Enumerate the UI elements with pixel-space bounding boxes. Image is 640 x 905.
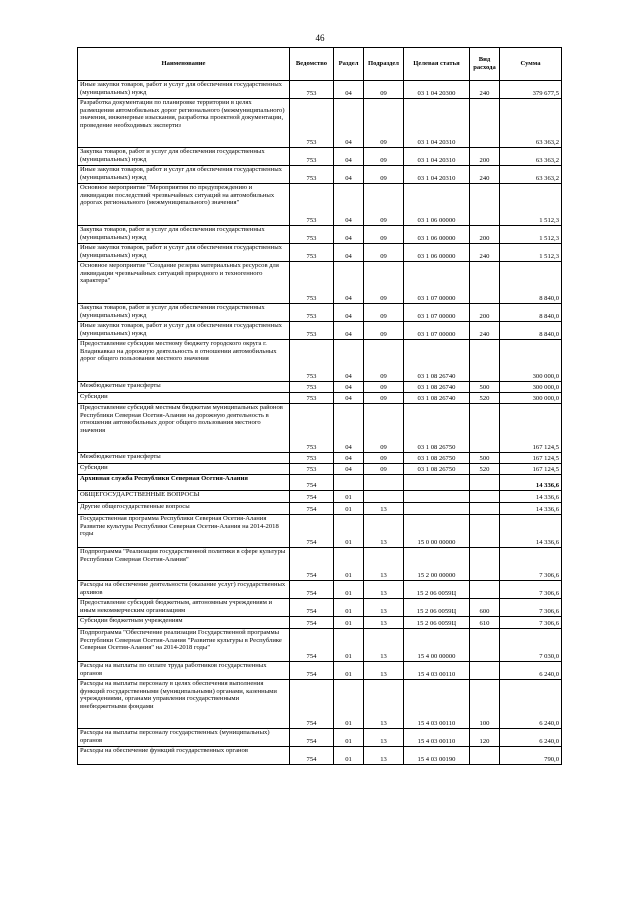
row-department: 754 xyxy=(290,747,334,765)
row-name: Архивная служба Республики Северная Осетия-Алания xyxy=(78,475,290,491)
row-subsection: 13 xyxy=(364,548,404,581)
table-row xyxy=(78,680,562,729)
row-expense-type xyxy=(470,662,500,680)
row-name: Иные закупки товаров, работ и услуг для обеспечения государственных (муниципальных) нужд xyxy=(78,244,290,262)
row-expense-type xyxy=(470,747,500,765)
row-amount: 7 306,6 xyxy=(500,599,562,617)
row-subsection xyxy=(364,475,404,491)
row-subsection: 09 xyxy=(364,322,404,340)
row-name: Основное мероприятие "Создание резерва материальных ресурсов для ликвидации чрезвычайных ситуаций природного и техногенного характера" xyxy=(78,262,290,304)
row-expense-type xyxy=(470,515,500,548)
row-subsection: 09 xyxy=(364,148,404,166)
table-header-row xyxy=(78,48,562,81)
row-subsection: 09 xyxy=(364,244,404,262)
row-section: 01 xyxy=(334,581,364,599)
row-section: 04 xyxy=(334,382,364,393)
row-amount: 790,0 xyxy=(500,747,562,765)
row-expense-type: 610 xyxy=(470,617,500,629)
row-section: 04 xyxy=(334,244,364,262)
row-department: 753 xyxy=(290,393,334,404)
row-amount: 6 240,0 xyxy=(500,662,562,680)
row-section: 04 xyxy=(334,322,364,340)
row-amount: 7 030,0 xyxy=(500,629,562,662)
row-expense-type xyxy=(470,581,500,599)
row-department: 754 xyxy=(290,503,334,515)
row-name: Государственная программа Республики Северная Осетия-Алания Развитие культуры Республики Северная Осетия-Алания на 2014-2018 годы xyxy=(78,515,290,548)
row-section: 04 xyxy=(334,453,364,464)
row-subsection: 09 xyxy=(364,166,404,184)
row-amount: 6 240,0 xyxy=(500,680,562,729)
row-section: 04 xyxy=(334,340,364,382)
row-department: 754 xyxy=(290,729,334,747)
table-row xyxy=(78,99,562,148)
row-amount: 1 512,3 xyxy=(500,184,562,226)
row-name: Подпрограмма "Обеспечение реализации Государственной программы Республики Северная Осетия-Алания "Развитие культуры в Республике Северная Осетия-Алания" на 2014-2018 годы" xyxy=(78,629,290,662)
row-target: 15 4 00 00000 xyxy=(404,629,470,662)
row-department: 753 xyxy=(290,404,334,453)
row-department: 754 xyxy=(290,662,334,680)
row-expense-type: 200 xyxy=(470,226,500,244)
row-expense-type xyxy=(470,184,500,226)
table-row xyxy=(78,475,562,491)
row-amount: 6 240,0 xyxy=(500,729,562,747)
row-name: Предоставление субсидий бюджетным, автономным учреждениям и иным некоммерческим организациям xyxy=(78,599,290,617)
row-target: 15 2 06 0059Ц xyxy=(404,617,470,629)
header-name: Наименование xyxy=(78,48,290,81)
row-amount: 7 306,6 xyxy=(500,617,562,629)
row-department: 753 xyxy=(290,166,334,184)
row-expense-type: 240 xyxy=(470,81,500,99)
row-subsection: 09 xyxy=(364,340,404,382)
row-department: 753 xyxy=(290,148,334,166)
row-subsection: 09 xyxy=(364,453,404,464)
row-subsection: 13 xyxy=(364,729,404,747)
row-department: 753 xyxy=(290,304,334,322)
row-department: 753 xyxy=(290,184,334,226)
row-expense-type xyxy=(470,629,500,662)
row-department: 754 xyxy=(290,581,334,599)
row-amount: 1 512,3 xyxy=(500,244,562,262)
row-amount: 8 840,0 xyxy=(500,322,562,340)
row-amount: 300 000,0 xyxy=(500,340,562,382)
header-amount: Сумма xyxy=(500,48,562,81)
row-amount: 167 124,5 xyxy=(500,464,562,475)
row-name: Расходы на обеспечение функций государственных органов xyxy=(78,747,290,765)
header-target: Целевая статья xyxy=(404,48,470,81)
row-target: 03 1 04 20300 xyxy=(404,81,470,99)
table-row xyxy=(78,244,562,262)
row-name: Расходы на выплаты персоналу государственных (муниципальных) органов xyxy=(78,729,290,747)
row-subsection: 13 xyxy=(364,680,404,729)
row-department: 753 xyxy=(290,99,334,148)
row-amount: 300 000,0 xyxy=(500,382,562,393)
row-department: 753 xyxy=(290,340,334,382)
row-section: 04 xyxy=(334,166,364,184)
row-target: 15 4 03 00110 xyxy=(404,662,470,680)
row-expense-type: 200 xyxy=(470,304,500,322)
row-department: 754 xyxy=(290,617,334,629)
row-section: 01 xyxy=(334,617,364,629)
row-target xyxy=(404,491,470,503)
row-subsection: 09 xyxy=(364,226,404,244)
row-name: Расходы на выплаты по оплате труда работников государственных органов xyxy=(78,662,290,680)
row-amount: 14 336,6 xyxy=(500,475,562,491)
row-amount: 379 677,5 xyxy=(500,81,562,99)
row-name: Основное мероприятие "Мероприятия по предупреждению и ликвидации последствий чрезвычайных ситуаций на автомобильных дорогах регионального (межмуниципального) значения" xyxy=(78,184,290,226)
table-row xyxy=(78,393,562,404)
row-section: 04 xyxy=(334,464,364,475)
row-department: 753 xyxy=(290,81,334,99)
row-section: 04 xyxy=(334,393,364,404)
row-amount: 63 363,2 xyxy=(500,99,562,148)
table-row xyxy=(78,382,562,393)
row-section: 01 xyxy=(334,548,364,581)
row-subsection: 09 xyxy=(364,464,404,475)
row-name: Предоставление субсидий местным бюджетам муниципальных районов Республики Северная Осетия-Алания на дорожную деятельность в отношении автомобильных дорог общего пользования местного значения xyxy=(78,404,290,453)
row-target: 03 1 04 20310 xyxy=(404,99,470,148)
table-row xyxy=(78,599,562,617)
row-department: 754 xyxy=(290,629,334,662)
row-name: Расходы на обеспечение деятельности (оказание услуг) государственных архивов xyxy=(78,581,290,599)
row-section: 01 xyxy=(334,503,364,515)
row-subsection: 13 xyxy=(364,617,404,629)
row-target: 03 1 07 00000 xyxy=(404,262,470,304)
row-section: 01 xyxy=(334,729,364,747)
row-amount: 167 124,5 xyxy=(500,453,562,464)
table-row xyxy=(78,340,562,382)
header-department: Ведомство xyxy=(290,48,334,81)
row-amount: 14 336,6 xyxy=(500,515,562,548)
row-expense-type: 240 xyxy=(470,244,500,262)
row-department: 754 xyxy=(290,515,334,548)
row-amount: 1 512,3 xyxy=(500,226,562,244)
row-name: Субсидии xyxy=(78,393,290,404)
table-row xyxy=(78,404,562,453)
row-expense-type xyxy=(470,503,500,515)
row-expense-type: 500 xyxy=(470,453,500,464)
row-section: 01 xyxy=(334,599,364,617)
row-subsection: 09 xyxy=(364,404,404,453)
header-subsection: Подраздел xyxy=(364,48,404,81)
row-name: Предоставление субсидии местному бюджету городского округа г. Владикавказ на дорожную деятельность в отношении автомобильных дорог общего пользования местного значения xyxy=(78,340,290,382)
table-row xyxy=(78,304,562,322)
row-amount: 300 000,0 xyxy=(500,393,562,404)
table-row xyxy=(78,515,562,548)
row-section xyxy=(334,475,364,491)
row-name: Закупка товаров, работ и услуг для обеспечения государственных (муниципальных) нужд xyxy=(78,304,290,322)
row-amount: 7 306,6 xyxy=(500,581,562,599)
row-expense-type: 520 xyxy=(470,464,500,475)
row-amount: 63 363,2 xyxy=(500,166,562,184)
row-target: 03 1 08 26750 xyxy=(404,404,470,453)
table-row xyxy=(78,166,562,184)
row-section: 01 xyxy=(334,515,364,548)
row-subsection: 09 xyxy=(364,382,404,393)
table-row xyxy=(78,81,562,99)
row-target: 03 1 08 26740 xyxy=(404,340,470,382)
row-name: Субсидии бюджетным учреждениям xyxy=(78,617,290,629)
row-target: 15 4 03 00110 xyxy=(404,680,470,729)
table-row xyxy=(78,184,562,226)
row-section: 04 xyxy=(334,304,364,322)
row-name: Субсидии xyxy=(78,464,290,475)
table-row xyxy=(78,148,562,166)
row-expense-type: 240 xyxy=(470,322,500,340)
row-target: 03 1 07 00000 xyxy=(404,322,470,340)
row-expense-type xyxy=(470,340,500,382)
table-row xyxy=(78,322,562,340)
row-section: 04 xyxy=(334,184,364,226)
row-name: Подпрограмма "Реализация государственной политики в сфере культуры Республики Северная Осетия-Алания" xyxy=(78,548,290,581)
row-expense-type xyxy=(470,491,500,503)
row-amount: 167 124,5 xyxy=(500,404,562,453)
row-target: 03 1 08 26740 xyxy=(404,382,470,393)
row-subsection xyxy=(364,491,404,503)
row-target: 03 1 08 26750 xyxy=(404,453,470,464)
row-department: 753 xyxy=(290,244,334,262)
row-target: 15 0 00 00000 xyxy=(404,515,470,548)
row-target: 03 1 08 26750 xyxy=(404,464,470,475)
table-row xyxy=(78,503,562,515)
row-department: 754 xyxy=(290,599,334,617)
row-section: 01 xyxy=(334,491,364,503)
table-row xyxy=(78,581,562,599)
table-row xyxy=(78,464,562,475)
row-amount: 14 336,6 xyxy=(500,503,562,515)
row-target: 03 1 06 00000 xyxy=(404,184,470,226)
row-department: 753 xyxy=(290,262,334,304)
row-department: 754 xyxy=(290,491,334,503)
row-subsection: 09 xyxy=(364,81,404,99)
page-number: 46 xyxy=(315,33,325,43)
table-row xyxy=(78,226,562,244)
row-expense-type: 520 xyxy=(470,393,500,404)
table-body xyxy=(78,81,562,765)
row-department: 753 xyxy=(290,382,334,393)
row-section: 04 xyxy=(334,81,364,99)
row-subsection: 13 xyxy=(364,581,404,599)
row-section: 04 xyxy=(334,404,364,453)
row-name: Иные закупки товаров, работ и услуг для обеспечения государственных (муниципальных) нужд xyxy=(78,166,290,184)
table-row xyxy=(78,629,562,662)
row-subsection: 09 xyxy=(364,184,404,226)
row-subsection: 13 xyxy=(364,503,404,515)
row-expense-type xyxy=(470,99,500,148)
row-target: 03 1 08 26740 xyxy=(404,393,470,404)
table-row xyxy=(78,747,562,765)
row-expense-type: 240 xyxy=(470,166,500,184)
row-subsection: 13 xyxy=(364,599,404,617)
row-target xyxy=(404,475,470,491)
row-expense-type: 120 xyxy=(470,729,500,747)
row-expense-type xyxy=(470,548,500,581)
row-department: 753 xyxy=(290,322,334,340)
row-subsection: 09 xyxy=(364,99,404,148)
row-name: Закупка товаров, работ и услуг для обеспечения государственных (муниципальных) нужд xyxy=(78,226,290,244)
row-target: 03 1 07 00000 xyxy=(404,304,470,322)
row-section: 04 xyxy=(334,148,364,166)
row-expense-type xyxy=(470,475,500,491)
row-expense-type: 200 xyxy=(470,148,500,166)
row-department: 753 xyxy=(290,464,334,475)
table-row xyxy=(78,262,562,304)
row-expense-type xyxy=(470,404,500,453)
row-target: 03 1 04 20310 xyxy=(404,166,470,184)
table-row xyxy=(78,453,562,464)
row-subsection: 13 xyxy=(364,629,404,662)
row-name: Закупка товаров, работ и услуг для обеспечения государственных (муниципальных) нужд xyxy=(78,148,290,166)
row-target: 15 4 03 00190 xyxy=(404,747,470,765)
row-name: Другие общегосударственные вопросы xyxy=(78,503,290,515)
row-department: 753 xyxy=(290,226,334,244)
row-name: ОБЩЕГОСУДАРСТВЕННЫЕ ВОПРОСЫ xyxy=(78,491,290,503)
row-subsection: 13 xyxy=(364,747,404,765)
row-subsection: 09 xyxy=(364,262,404,304)
row-amount: 63 363,2 xyxy=(500,148,562,166)
budget-table xyxy=(77,47,562,765)
row-subsection: 13 xyxy=(364,662,404,680)
row-subsection: 09 xyxy=(364,393,404,404)
row-name: Расходы на выплаты персоналу в целях обеспечения выполнения функций государственными (муниципальными) органами, казенными учреждениями, органами управления государственными внебюджетными фондами xyxy=(78,680,290,729)
row-amount: 7 306,6 xyxy=(500,548,562,581)
row-section: 01 xyxy=(334,662,364,680)
row-name: Разработка документации по планировке территории в целях размещения автомобильных дорог регионального (межмуниципального) значения, инженерные изыскания, разработка проектной документации, проведение необходимых экспертиз xyxy=(78,99,290,148)
row-expense-type: 600 xyxy=(470,599,500,617)
row-name: Межбюджетные трансферты xyxy=(78,382,290,393)
row-section: 04 xyxy=(334,262,364,304)
header-section: Раздел xyxy=(334,48,364,81)
row-amount: 14 336,6 xyxy=(500,491,562,503)
table-row xyxy=(78,548,562,581)
row-section: 01 xyxy=(334,629,364,662)
row-target: 15 4 03 00110 xyxy=(404,729,470,747)
row-section: 04 xyxy=(334,99,364,148)
row-target: 15 2 00 00000 xyxy=(404,548,470,581)
row-name: Иные закупки товаров, работ и услуг для обеспечения государственных (муниципальных) нужд xyxy=(78,81,290,99)
row-subsection: 13 xyxy=(364,515,404,548)
table-row xyxy=(78,617,562,629)
table-row xyxy=(78,491,562,503)
header-expense-type: Вид расхода xyxy=(470,48,500,81)
row-section: 01 xyxy=(334,747,364,765)
row-expense-type: 500 xyxy=(470,382,500,393)
row-name: Межбюджетные трансферты xyxy=(78,453,290,464)
row-department: 753 xyxy=(290,453,334,464)
row-expense-type xyxy=(470,262,500,304)
row-amount: 8 840,0 xyxy=(500,304,562,322)
table-row xyxy=(78,729,562,747)
row-department: 754 xyxy=(290,475,334,491)
row-target xyxy=(404,503,470,515)
row-section: 04 xyxy=(334,226,364,244)
row-target: 03 1 04 20310 xyxy=(404,148,470,166)
row-expense-type: 100 xyxy=(470,680,500,729)
row-department: 754 xyxy=(290,680,334,729)
row-section: 01 xyxy=(334,680,364,729)
row-target: 15 2 06 0059Ц xyxy=(404,599,470,617)
row-department: 754 xyxy=(290,548,334,581)
row-target: 15 2 06 0059Ц xyxy=(404,581,470,599)
table-row xyxy=(78,662,562,680)
row-target: 03 1 06 00000 xyxy=(404,226,470,244)
row-subsection: 09 xyxy=(364,304,404,322)
row-name: Иные закупки товаров, работ и услуг для обеспечения государственных (муниципальных) нужд xyxy=(78,322,290,340)
row-target: 03 1 06 00000 xyxy=(404,244,470,262)
row-amount: 8 840,0 xyxy=(500,262,562,304)
